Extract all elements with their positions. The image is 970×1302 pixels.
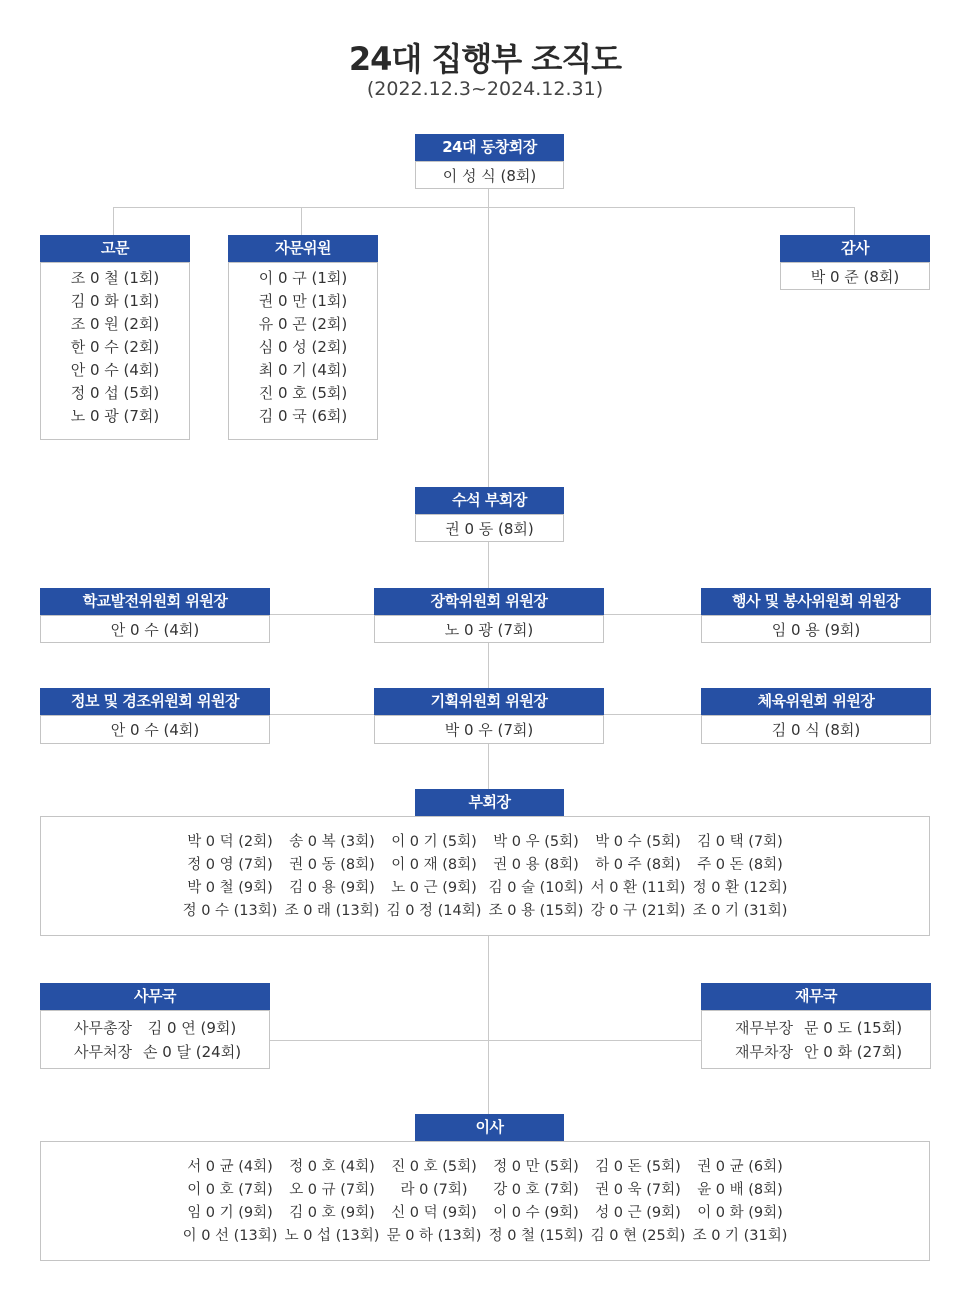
vice-president-name: 조 0 기 (31회) [692,903,788,919]
advisor-name: 정 0 섭 (5회) [70,384,160,402]
vice-president-name: 이 0 재 (8회) [391,857,477,873]
vice-president-name: 강 0 구 (21회) [590,903,686,919]
vice-president-name: 김 0 술 (10회) [488,880,584,896]
director-name: 노 0 섭 (13회) [284,1228,380,1244]
finance-header: 재무국 [701,983,931,1010]
consultant-name: 김 0 국 (6회) [258,407,348,425]
finance-row [727,1016,905,1040]
vice-president-name: 조 0 래 (13회) [284,903,380,919]
advisor-name: 한 0 수 (2회) [70,338,160,356]
consultant-name: 권 0 만 (1회) [258,292,348,310]
secretariat-person: 손 0 달 (24회) [142,1042,242,1061]
secretariat-header: 사무국 [40,983,270,1010]
finance-list [701,1010,931,1069]
vice-president-name: 박 0 우 (5회) [493,834,579,850]
connector-main-vertical [488,188,489,1114]
president-name: 이 성 식 (8회) [415,161,564,189]
consultant-name: 진 0 호 (5회) [258,384,348,402]
vice-president-name: 주 0 돈 (8회) [697,857,783,873]
committee-planning-chair: 박 0 우 (7회) [374,715,604,744]
secretariat-role: 사무총장 [74,1018,132,1037]
finance-role: 재무부장 [735,1018,793,1037]
vice-president-name: 하 0 주 (8회) [595,857,681,873]
consultant-name: 심 0 성 (2회) [258,338,348,356]
committee-event-chair: 임 0 용 (9회) [701,615,931,643]
vice-president-name: 서 0 환 (11회) [590,880,686,896]
director-name: 조 0 기 (31회) [692,1228,788,1244]
director-name: 이 0 호 (7회) [187,1182,273,1198]
director-name: 정 0 만 (5회) [493,1159,579,1175]
vice-presidents-list [40,816,930,936]
committee-school-header: 학교발전위원회 위원장 [40,588,270,615]
director-name: 이 0 화 (9회) [697,1205,783,1221]
advisors-header: 고문 [40,235,190,262]
vice-president-name: 이 0 기 (5회) [391,834,477,850]
consultant-name: 최 0 기 (4회) [258,361,348,379]
secretariat-list [40,1010,270,1069]
vice-president-name: 송 0 복 (3회) [289,834,375,850]
vice-president-name: 박 0 철 (9회) [187,880,273,896]
directors-row [179,1156,791,1179]
senior-vp-name: 권 0 동 (8회) [415,514,564,542]
finance-role: 재무차장 [735,1042,793,1061]
committee-school-chair: 안 0 수 (4회) [40,615,270,643]
director-name: 정 0 철 (15회) [488,1228,584,1244]
finance-person: 안 0 화 (27회) [803,1042,903,1061]
consultants-list [228,262,378,440]
director-name: 정 0 호 (4회) [289,1159,375,1175]
vice-president-name: 정 0 수 (13회) [182,903,278,919]
committee-sports-chair: 김 0 식 (8회) [701,715,931,744]
secretariat-person: 김 0 연 (9회) [147,1018,237,1037]
committee-info-header: 정보 및 경조위원회 위원장 [40,688,270,715]
finance-person: 문 0 도 (15회) [803,1018,903,1037]
advisor-name: 조 0 원 (2회) [70,315,160,333]
auditor-header: 감사 [780,235,930,262]
director-name: 김 0 돈 (5회) [595,1159,681,1175]
advisor-name: 안 0 수 (4회) [70,361,160,379]
vice-president-name: 조 0 용 (15회) [488,903,584,919]
director-name: 서 0 균 (4회) [187,1159,273,1175]
advisors-list [40,262,190,440]
senior-vp-header: 수석 부회장 [415,487,564,514]
consultant-name: 이 0 구 (1회) [258,269,348,287]
secretariat-row [66,1016,244,1040]
director-name: 김 0 현 (25회) [590,1228,686,1244]
director-name: 강 0 호 (7회) [493,1182,579,1198]
auditor-name: 박 0 준 (8회) [780,262,930,290]
vice-presidents-row [179,854,791,877]
vice-presidents-row [179,877,791,900]
vice-president-name: 박 0 수 (5회) [595,834,681,850]
directors-row [179,1225,791,1248]
vice-president-name: 김 0 용 (9회) [289,880,375,896]
connector-advisors [113,207,114,235]
advisor-name: 김 0 화 (1회) [70,292,160,310]
directors-header: 이사 [415,1114,564,1141]
committee-scholarship-chair: 노 0 광 (7회) [374,615,604,643]
connector-auditor [854,207,855,235]
vice-president-name: 권 0 동 (8회) [289,857,375,873]
director-name: 성 0 근 (9회) [595,1205,681,1221]
vice-president-name: 정 0 영 (7회) [187,857,273,873]
director-name: 라 0 (7회) [400,1182,468,1198]
vice-president-name: 권 0 용 (8회) [493,857,579,873]
director-name: 이 0 수 (9회) [493,1205,579,1221]
director-name: 임 0 기 (9회) [187,1205,273,1221]
advisor-name: 노 0 광 (7회) [70,407,160,425]
director-name: 오 0 규 (7회) [289,1182,375,1198]
secretariat-row [66,1040,244,1064]
vice-presidents-header: 부회장 [415,789,564,816]
director-name: 김 0 호 (9회) [289,1205,375,1221]
committee-info-chair: 안 0 수 (4회) [40,715,270,744]
director-name: 권 0 욱 (7회) [595,1182,681,1198]
consultant-name: 유 0 곤 (2회) [258,315,348,333]
finance-row [727,1040,905,1064]
vice-president-name: 노 0 근 (9회) [391,880,477,896]
vice-president-name: 김 0 택 (7회) [697,834,783,850]
director-name: 진 0 호 (5회) [391,1159,477,1175]
advisor-name: 조 0 철 (1회) [70,269,160,287]
director-name: 윤 0 배 (8회) [697,1182,783,1198]
committee-event-header: 행사 및 봉사위원회 위원장 [701,588,931,615]
connector-top-horizontal [113,207,854,208]
director-name: 문 0 하 (13회) [386,1228,482,1244]
vice-presidents-row [179,831,791,854]
director-name: 이 0 선 (13회) [182,1228,278,1244]
vice-president-name: 김 0 정 (14회) [386,903,482,919]
consultants-header: 자문위원 [228,235,378,262]
president-header: 24대 동창회장 [415,134,564,161]
chart-period: (2022.12.3~2024.12.31) [366,78,604,100]
directors-row [179,1202,791,1225]
director-name: 권 0 균 (6회) [697,1159,783,1175]
director-name: 신 0 덕 (9회) [391,1205,477,1221]
vice-president-name: 박 0 덕 (2회) [187,834,273,850]
committee-planning-header: 기획위원회 위원장 [374,688,604,715]
connector-consultants [301,207,302,235]
directors-list [40,1141,930,1261]
vice-presidents-row [179,900,791,923]
vice-president-name: 정 0 환 (12회) [692,880,788,896]
chart-title: 24대 집행부 조직도 [348,40,622,78]
committee-scholarship-header: 장학위원회 위원장 [374,588,604,615]
committee-sports-header: 체육위원회 위원장 [701,688,931,715]
connector-departments [269,1040,702,1041]
directors-row [179,1179,791,1202]
secretariat-role: 사무처장 [74,1042,132,1061]
